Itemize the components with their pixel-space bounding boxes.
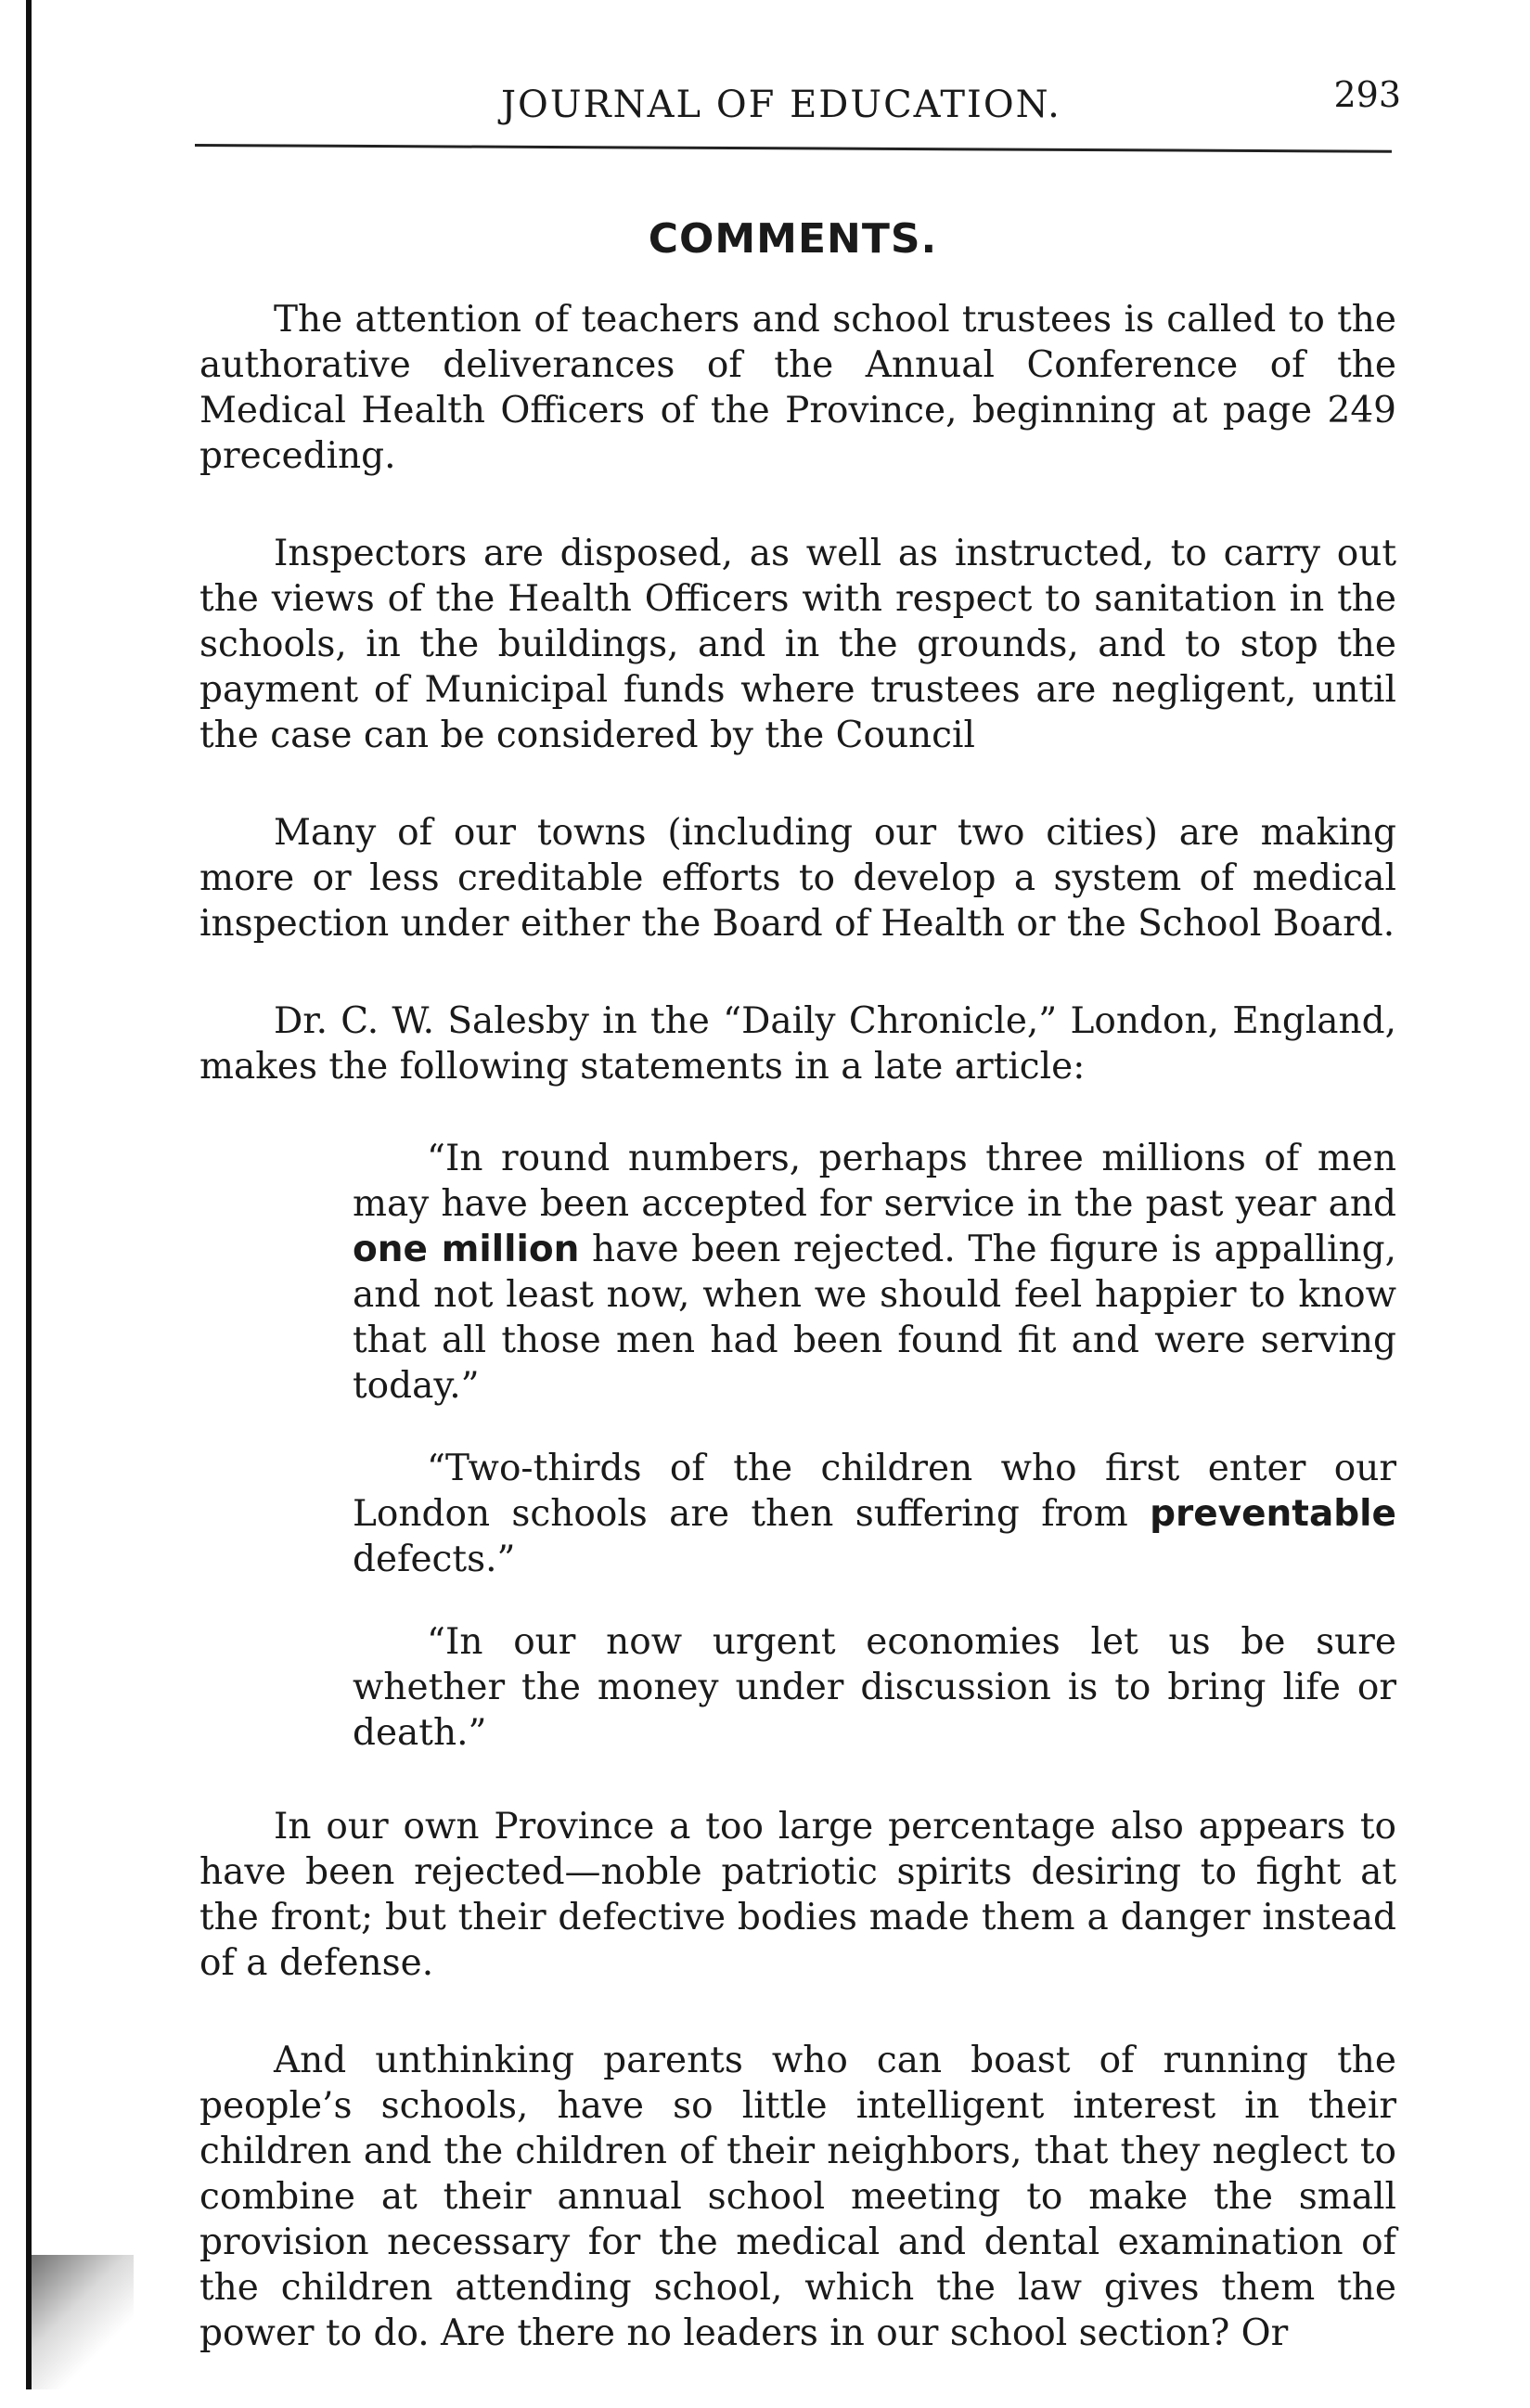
quote-economies: “In our now urgent economies let us be sure whether the money under discussion is to bring life or death.” xyxy=(353,1621,1396,1754)
paragraph-attention: The attention of teachers and school trustees is called to the authorative deliverances of the Annual Conference of the Medical Health Officers of the Province, beginning at page 249 preceding. xyxy=(199,299,1396,477)
paragraph-province: In our own Province a too large percentage also appears to have been rejected—noble patriotic spirits desiring to fight at the front; but their defective bodies made them a danger instead of a defense. xyxy=(199,1806,1396,1984)
quote-two-thirds-emphasis: preventable xyxy=(1150,1493,1396,1535)
page-number: 293 xyxy=(1333,74,1401,115)
quote-two-thirds-text-end: defects.” xyxy=(353,1539,516,1580)
quote-two-thirds xyxy=(353,1446,1396,1582)
paragraph-parents: And unthinking parents who can boast of running the people’s schools, have so little intelligent interest in their children and the children of their neighbors, that they neglect to combine at their annual school meeting to make the small provision necessary for the medical and dental examination of the children attending school, which the law gives them the power to do. Are there no leaders in our school section? Or xyxy=(199,2040,1396,2354)
quote-millions-text-start: “In round numbers, perhaps three millions of men may have been accepted for service in the past year and xyxy=(353,1138,1396,1225)
binding-shadow xyxy=(32,2255,134,2389)
quote-millions-emphasis: one million xyxy=(353,1229,580,1270)
article-body xyxy=(199,297,1396,2408)
journal-title: JOURNAL OF EDUCATION. xyxy=(501,84,1061,126)
quote-two-thirds-text-start: “Two-thirds of the children who first enter our London schools are then suffering from xyxy=(353,1448,1396,1535)
paragraph-inspectors: Inspectors are disposed, as well as instructed, to carry out the views of the Health Officers with respect to sanitation in the schools, in the buildings, and in the grounds, and to stop the payment of Municipal funds where trustees are negligent, until the case can be considered by the Council xyxy=(199,533,1396,756)
quote-millions-text-end: have been rejected. The figure is appalling, and not least now, when we should feel happier to know that all those men had been found fit and were serving today.” xyxy=(353,1229,1396,1407)
quote-millions xyxy=(353,1136,1396,1409)
section-title: COMMENTS. xyxy=(648,215,938,263)
paragraph-towns: Many of our towns (including our two cities) are making more or less creditable efforts to develop a system of medical inspection under either the Board of Health or the School Board. xyxy=(199,812,1396,945)
book-spine-shadow xyxy=(26,0,32,2389)
paragraph-salesby: Dr. C. W. Salesby in the “Daily Chronicle,” London, England, makes the following statements in a late article: xyxy=(199,1000,1396,1088)
